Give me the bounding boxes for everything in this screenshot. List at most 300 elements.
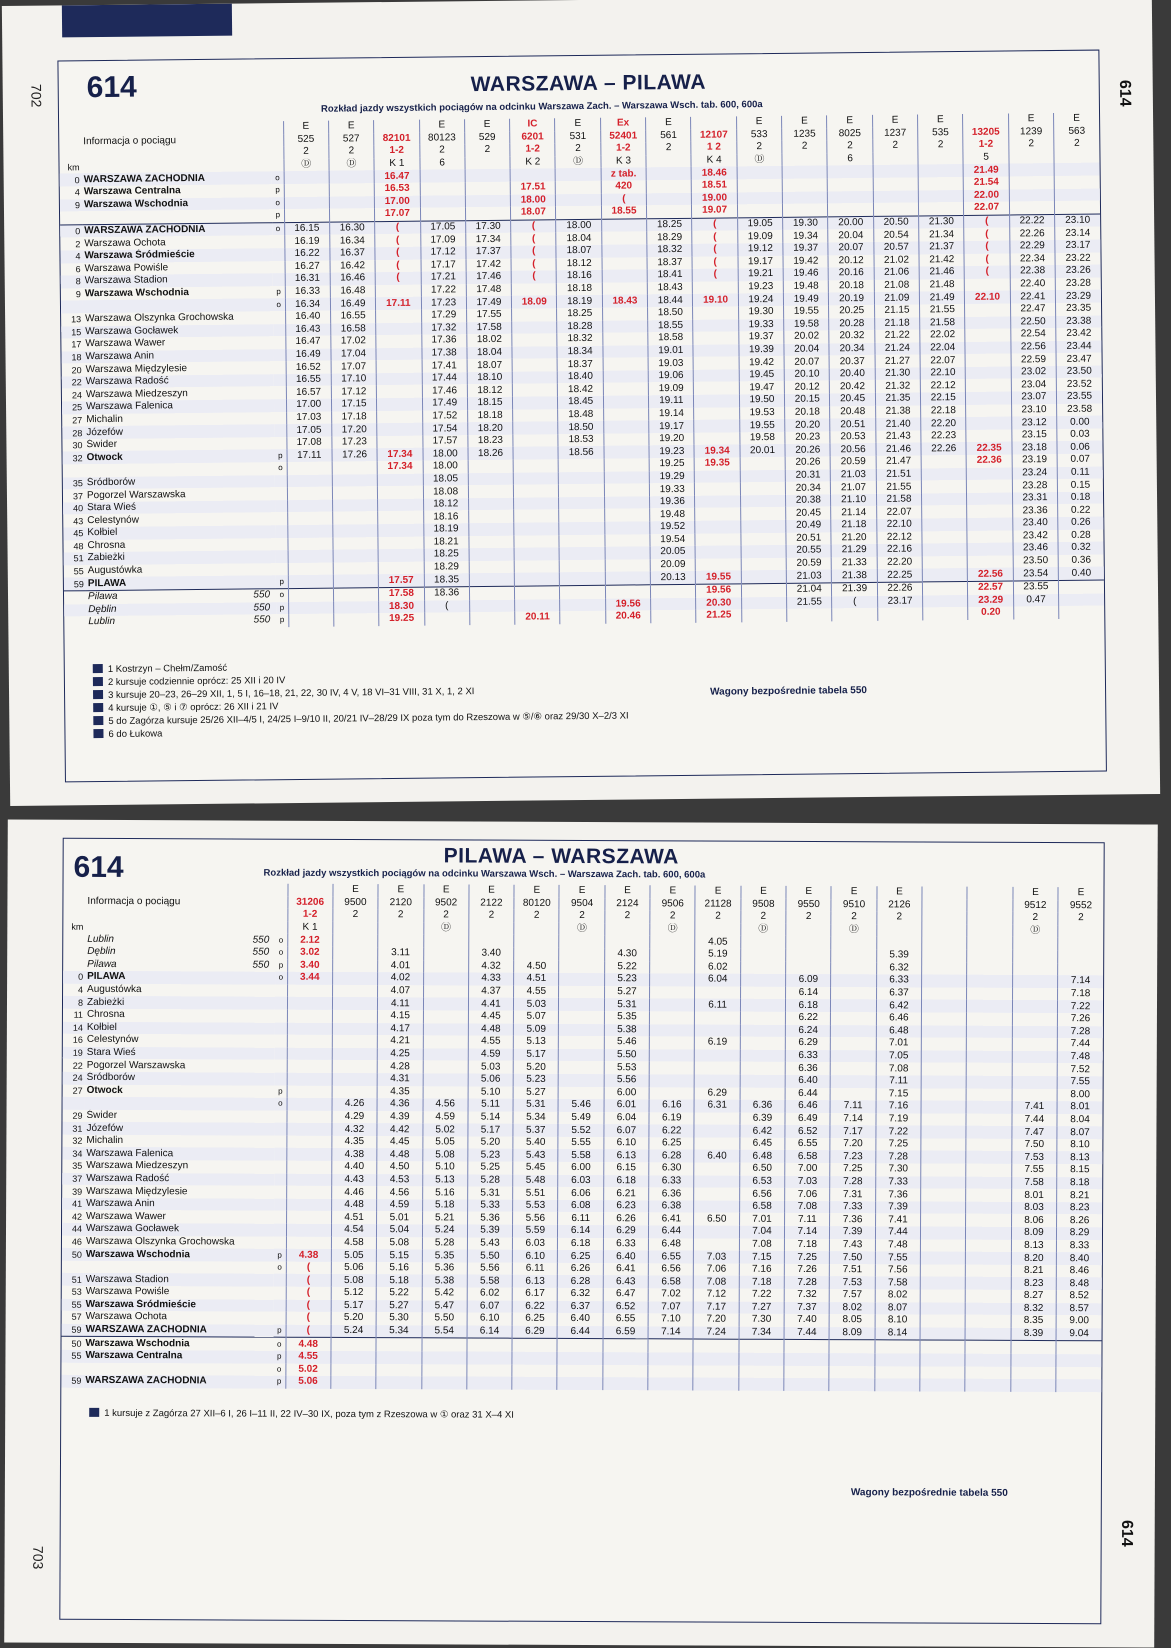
time-cell — [967, 1038, 1012, 1051]
time-cell: 22.20 — [877, 556, 922, 569]
time-cell: 16.42 — [330, 260, 375, 273]
time-cell: 23.28 — [1012, 479, 1057, 492]
time-cell: 20.34 — [829, 343, 874, 356]
time-cell — [378, 498, 423, 511]
time-cell: 22.56 — [1011, 341, 1056, 354]
time-cell: 7.53 — [830, 1276, 875, 1289]
time-cell — [469, 523, 514, 536]
time-cell: 19.34 — [783, 230, 828, 243]
time-cell: 0.07 — [1057, 454, 1103, 467]
time-cell: 4.32 — [332, 1123, 377, 1136]
time-cell — [740, 986, 785, 999]
time-cell — [603, 1339, 648, 1352]
time-cell — [695, 508, 740, 521]
time-cell: 20.51 — [786, 532, 831, 545]
time-cell — [1012, 975, 1057, 988]
time-cell: 5.58 — [558, 1149, 603, 1162]
time-cell: 6.58 — [785, 1150, 830, 1163]
time-cell: 23.07 — [1011, 391, 1056, 404]
train-class: 1-2 — [374, 145, 419, 158]
time-cell: 18.53 — [558, 434, 603, 447]
time-cell — [376, 322, 421, 335]
time-cell: 18.12 — [556, 257, 601, 270]
station-name: Warszawa Międzylesie — [85, 362, 188, 375]
km-cell: 34 — [62, 1147, 84, 1160]
time-cell: 6.58 — [648, 1276, 693, 1289]
time-cell: 20.02 — [784, 330, 829, 343]
time-cell: 23.17 — [877, 595, 922, 608]
station-name: Warszawa Miedzeszyn — [85, 387, 188, 400]
time-cell — [512, 333, 557, 346]
train-class: 2 — [782, 141, 827, 154]
time-cell: 8.06 — [1011, 1214, 1056, 1227]
time-cell: 4.59 — [422, 1111, 467, 1124]
station-name: Warszawa Śródmieście — [84, 1298, 274, 1311]
train-class: 2 — [1013, 912, 1058, 925]
footnotes — [89, 1407, 514, 1422]
time-cell: 5.43 — [513, 1149, 558, 1162]
station-name: Michalin — [86, 413, 123, 426]
km-cell: 2 — [75, 238, 81, 249]
time-cell — [559, 497, 604, 510]
km-cell: 40 — [63, 502, 85, 515]
time-cell — [873, 203, 918, 217]
time-cell: 20.59 — [831, 456, 876, 469]
time-cell — [965, 1341, 1010, 1354]
time-cell: 4.56 — [423, 1098, 468, 1111]
time-cell: 21.32 — [875, 380, 920, 393]
time-cell — [559, 1061, 604, 1074]
train-class: 2 — [918, 139, 963, 152]
train-type: E — [378, 884, 423, 897]
time-cell: 22.07 — [876, 506, 921, 519]
time-cell — [333, 601, 378, 614]
time-cell: 6.13 — [512, 1275, 557, 1288]
time-cell: 17.09 — [420, 234, 465, 247]
time-cell — [604, 496, 649, 509]
time-cell: 7.57 — [830, 1289, 875, 1302]
time-cell — [922, 1012, 967, 1025]
arrival-departure-mark — [274, 387, 286, 400]
arrival-departure-mark — [272, 235, 284, 248]
time-cell — [967, 1076, 1012, 1089]
time-cell: 7.18 — [785, 1239, 830, 1252]
station-name: Józefów — [84, 424, 274, 439]
time-cell — [332, 1035, 377, 1048]
time-cell: 19.39 — [739, 344, 784, 357]
time-cell — [651, 597, 696, 610]
arrival-departure-mark: p — [276, 602, 288, 615]
arrival-departure-mark — [275, 984, 287, 997]
time-cell — [559, 484, 604, 497]
time-cell — [1011, 1366, 1056, 1379]
train-mark: Ⓓ — [329, 158, 374, 171]
time-cell: 8.04 — [1057, 1114, 1102, 1127]
time-cell: 20.04 — [828, 229, 873, 242]
time-cell: 8.23 — [1011, 1277, 1056, 1290]
time-cell: 17.12 — [420, 246, 465, 259]
time-cell: 22.35 — [966, 442, 1011, 455]
time-cell: 5.20 — [513, 1061, 558, 1074]
bookmark-tab — [62, 4, 232, 38]
time-cell: 20.59 — [786, 557, 831, 570]
time-cell — [421, 1338, 466, 1351]
time-cell: 0.11 — [1057, 466, 1103, 479]
time-cell: 7.31 — [830, 1188, 875, 1201]
time-cell: 23.50 — [1013, 555, 1058, 568]
time-cell: 3.02 — [287, 947, 332, 960]
km-cell: 24 — [71, 389, 82, 401]
time-cell: 6.06 — [558, 1187, 603, 1200]
time-cell — [828, 190, 873, 203]
time-cell — [741, 520, 786, 533]
time-cell — [331, 1338, 376, 1351]
time-cell — [921, 468, 966, 481]
time-cell: 18.55 — [648, 319, 693, 332]
train-mark: Ⓓ — [650, 923, 695, 936]
time-cell — [921, 455, 966, 468]
time-cell: ( — [286, 1274, 331, 1287]
time-cell — [1056, 1367, 1101, 1380]
time-cell — [741, 596, 786, 609]
time-cell — [559, 1074, 604, 1087]
time-cell — [287, 487, 332, 500]
time-cell: 19.17 — [649, 420, 694, 433]
time-cell — [602, 269, 647, 282]
time-cell — [603, 1352, 648, 1365]
time-cell: 16.37 — [330, 247, 375, 260]
train-class: 2 — [469, 910, 514, 923]
time-cell: 6.40 — [603, 1250, 648, 1263]
time-cell — [1009, 201, 1054, 215]
time-cell: 5.22 — [604, 961, 649, 974]
time-cell: 5.05 — [422, 1136, 467, 1149]
time-cell: 7.01 — [739, 1213, 784, 1226]
time-cell — [695, 520, 740, 533]
time-cell: 5.06 — [468, 1073, 513, 1086]
time-cell — [376, 360, 421, 373]
time-cell: 7.33 — [875, 1176, 920, 1189]
station-name — [83, 1362, 273, 1375]
train-mark — [605, 923, 650, 936]
train-mark — [333, 922, 378, 935]
time-cell — [605, 559, 650, 572]
time-cell — [966, 1139, 1011, 1152]
time-cell: 6.46 — [785, 1100, 830, 1113]
time-cell: 3.40 — [469, 947, 514, 960]
time-cell — [378, 511, 423, 524]
time-cell — [831, 936, 876, 949]
time-cell — [918, 164, 963, 177]
time-cell — [966, 1227, 1011, 1240]
arrival-departure-mark: o — [278, 947, 284, 957]
train-class: 2 — [646, 142, 691, 155]
time-cell: 8.18 — [1057, 1177, 1102, 1190]
time-cell — [920, 1302, 965, 1315]
time-cell: 7.16 — [739, 1264, 784, 1277]
time-cell: 22.57 — [968, 581, 1013, 595]
time-cell — [1012, 950, 1057, 963]
time-cell: 7.58 — [1011, 1177, 1056, 1190]
time-cell — [965, 1379, 1010, 1392]
time-cell: 5.06 — [285, 1376, 330, 1389]
km-cell: 35 — [72, 1161, 83, 1172]
km-cell: 25 — [62, 401, 84, 414]
time-cell — [556, 168, 601, 181]
time-cell: 20.07 — [784, 356, 829, 369]
station-name: Celestynów — [87, 514, 139, 526]
time-cell: 22.10 — [877, 518, 922, 531]
train-type: E — [650, 885, 695, 898]
time-cell — [921, 1126, 966, 1139]
time-cell: 18.42 — [558, 383, 603, 396]
time-cell: 6.25 — [558, 1250, 603, 1263]
time-cell: 22.41 — [1010, 290, 1055, 303]
time-cell — [650, 936, 695, 949]
time-cell — [740, 1049, 785, 1062]
train-type: E — [782, 115, 827, 128]
station-name: Pilawa 550 — [86, 589, 276, 604]
time-cell: 23.17 — [1055, 239, 1101, 252]
time-cell — [604, 509, 649, 522]
time-cell: 4.48 — [331, 1199, 376, 1212]
time-cell: 6.46 — [876, 1012, 921, 1025]
time-cell: 19.35 — [695, 457, 740, 470]
time-cell: 18.32 — [557, 333, 602, 346]
time-cell — [288, 550, 333, 563]
time-cell — [1009, 163, 1054, 176]
train-type: IC — [510, 118, 555, 131]
time-cell — [694, 1112, 739, 1125]
time-cell — [966, 366, 1011, 379]
km-cell: 51 — [62, 1273, 84, 1286]
time-cell — [921, 1176, 966, 1189]
time-cell — [1056, 1341, 1101, 1354]
time-cell: 5.31 — [604, 998, 649, 1011]
time-cell — [651, 610, 696, 623]
time-cell — [604, 421, 649, 434]
km-cell — [62, 1261, 84, 1274]
time-cell — [740, 495, 785, 508]
time-cell: 19.30 — [738, 306, 783, 319]
time-cell: 5.27 — [604, 986, 649, 999]
arrival-departure-mark — [274, 1299, 286, 1312]
time-cell: 19.06 — [648, 370, 693, 383]
time-cell: 8.21 — [1011, 1265, 1056, 1278]
station-name: Warszawa Falenica — [84, 1147, 274, 1160]
time-cell: ( — [375, 247, 420, 260]
station-name: Chrosna — [87, 539, 126, 552]
time-cell — [967, 1050, 1012, 1063]
time-cell: ( — [511, 220, 556, 234]
station-name: Warszawa Śródmieście — [82, 248, 272, 263]
time-cell: 4.26 — [332, 1098, 377, 1111]
time-cell — [695, 1074, 740, 1087]
km-cell: 8 — [63, 996, 85, 1009]
train-number: 1235 — [782, 128, 827, 141]
time-cell — [512, 1352, 557, 1365]
time-cell — [740, 1075, 785, 1088]
time-cell: 21.54 — [964, 176, 1009, 189]
time-cell: 7.52 — [1057, 1063, 1102, 1076]
train-number: 31206 — [287, 896, 332, 909]
time-cell — [332, 499, 377, 512]
page-703 — [4, 819, 1158, 1647]
time-cell — [967, 1063, 1012, 1076]
arrival-departure-mark — [275, 896, 287, 909]
time-cell: 7.39 — [875, 1201, 920, 1214]
time-cell: 20.28 — [829, 317, 874, 330]
time-cell — [967, 1025, 1012, 1038]
time-cell: 19.12 — [738, 243, 783, 256]
time-cell: 18.10 — [467, 372, 512, 385]
train-mark — [782, 153, 827, 166]
time-cell: 17.49 — [466, 296, 511, 309]
time-cell: 7.22 — [876, 1126, 921, 1139]
time-cell — [651, 584, 696, 598]
time-cell — [922, 543, 967, 556]
time-cell: 5.15 — [377, 1249, 422, 1262]
station-name: Warszawa Ochota — [84, 236, 166, 249]
time-cell: 20.10 — [784, 368, 829, 381]
time-cell — [965, 278, 1010, 291]
time-cell: 5.48 — [513, 1174, 558, 1187]
time-cell — [512, 371, 557, 384]
time-cell: 18.09 — [512, 296, 557, 309]
km-cell — [63, 933, 85, 946]
time-cell: 21.18 — [874, 317, 919, 330]
time-cell: 18.07 — [556, 245, 601, 258]
station-name: Śródborów — [85, 1072, 275, 1085]
time-cell: 8.13 — [1057, 1152, 1102, 1165]
time-cell — [831, 1075, 876, 1088]
time-cell: 23.22 — [1055, 252, 1101, 265]
time-cell — [467, 1351, 512, 1364]
time-cell: 7.33 — [830, 1201, 875, 1214]
arrival-departure-mark: p — [276, 575, 288, 588]
time-cell — [556, 181, 601, 194]
time-cell: 4.35 — [377, 1086, 422, 1099]
train-type: E — [514, 885, 559, 898]
time-cell: 6.00 — [604, 1087, 649, 1100]
time-cell: 19.01 — [648, 345, 693, 358]
time-cell: 8.35 — [1011, 1315, 1056, 1328]
time-cell — [559, 1036, 604, 1049]
time-cell — [737, 166, 782, 179]
km-cell — [59, 123, 81, 136]
time-cell — [604, 433, 649, 446]
km-cell — [60, 211, 82, 224]
time-cell — [966, 392, 1011, 405]
time-cell — [333, 588, 378, 602]
time-cell: 17.03 — [286, 411, 331, 424]
time-cell: 19.25 — [379, 613, 424, 626]
time-cell — [831, 999, 876, 1012]
station-name: Warszawa Anin — [84, 1198, 274, 1211]
time-cell: 8.02 — [830, 1302, 875, 1315]
time-cell: ( — [692, 218, 737, 232]
time-cell: 22.16 — [877, 544, 922, 557]
time-cell — [650, 948, 695, 961]
train-type: E — [283, 121, 328, 134]
time-cell — [831, 1088, 876, 1101]
time-cell — [741, 570, 786, 584]
footnote-key — [93, 716, 103, 725]
time-cell — [694, 1226, 739, 1239]
time-cell: 17.11 — [376, 297, 421, 310]
train-type: E — [918, 114, 963, 127]
arrival-departure-mark: p — [278, 1086, 283, 1096]
train-class: 2 — [1058, 912, 1103, 925]
time-cell: 4.38 — [332, 1148, 377, 1161]
time-cell — [286, 1136, 331, 1149]
time-cell: 6.40 — [694, 1150, 739, 1163]
time-cell — [287, 997, 332, 1010]
time-cell — [695, 470, 740, 483]
time-cell: 18.18 — [557, 282, 602, 295]
station-name: PILAWA — [85, 971, 275, 984]
time-cell — [828, 165, 873, 178]
time-cell — [740, 482, 785, 495]
km-cell: 55 — [62, 1298, 84, 1311]
time-cell: 20.46 — [606, 610, 651, 623]
time-cell — [513, 396, 558, 409]
footnote-text: 6 do Łukowa — [108, 728, 163, 740]
time-cell — [1012, 1013, 1057, 1026]
time-cell: 6.01 — [604, 1099, 649, 1112]
time-cell — [332, 1085, 377, 1098]
time-cell — [333, 947, 378, 960]
time-cell: 18.12 — [467, 384, 512, 397]
arrival-departure-mark — [275, 884, 287, 897]
time-cell — [694, 1238, 739, 1251]
time-cell — [605, 521, 650, 534]
time-cell — [741, 936, 786, 949]
time-cell — [739, 1378, 784, 1391]
time-cell — [512, 1377, 557, 1390]
time-cell: 20.45 — [786, 507, 831, 520]
train-class: 2 — [650, 910, 695, 923]
arrival-departure-mark — [274, 1148, 286, 1161]
train-class: 2 — [378, 909, 423, 922]
time-cell: 23.44 — [1056, 340, 1102, 353]
time-cell — [694, 1188, 739, 1201]
train-mark — [877, 924, 922, 937]
time-cell — [831, 949, 876, 962]
time-cell: 8.29 — [1057, 1227, 1102, 1240]
time-cell: 20.23 — [785, 431, 830, 444]
time-cell: 6.00 — [558, 1162, 603, 1175]
time-cell: 18.16 — [557, 270, 602, 283]
train-number: 9502 — [423, 897, 468, 910]
time-cell: 4.50 — [514, 960, 559, 973]
time-cell — [649, 1036, 694, 1049]
time-cell: 5.22 — [376, 1287, 421, 1300]
time-cell: 5.46 — [604, 1036, 649, 1049]
time-cell: ( — [511, 233, 556, 246]
time-cell: 23.26 — [1055, 265, 1101, 278]
station-name: Warszawa Międzylesie — [86, 1185, 188, 1197]
time-cell — [376, 1376, 421, 1389]
time-cell: 23.29 — [968, 594, 1013, 607]
time-cell — [559, 534, 604, 547]
train-type: E — [555, 118, 600, 131]
time-cell: 5.50 — [467, 1250, 512, 1263]
time-cell: 6.31 — [694, 1100, 739, 1113]
time-cell: 4.02 — [378, 972, 423, 985]
time-cell: 19.55 — [696, 571, 741, 585]
train-class: 1-2 — [510, 143, 555, 156]
